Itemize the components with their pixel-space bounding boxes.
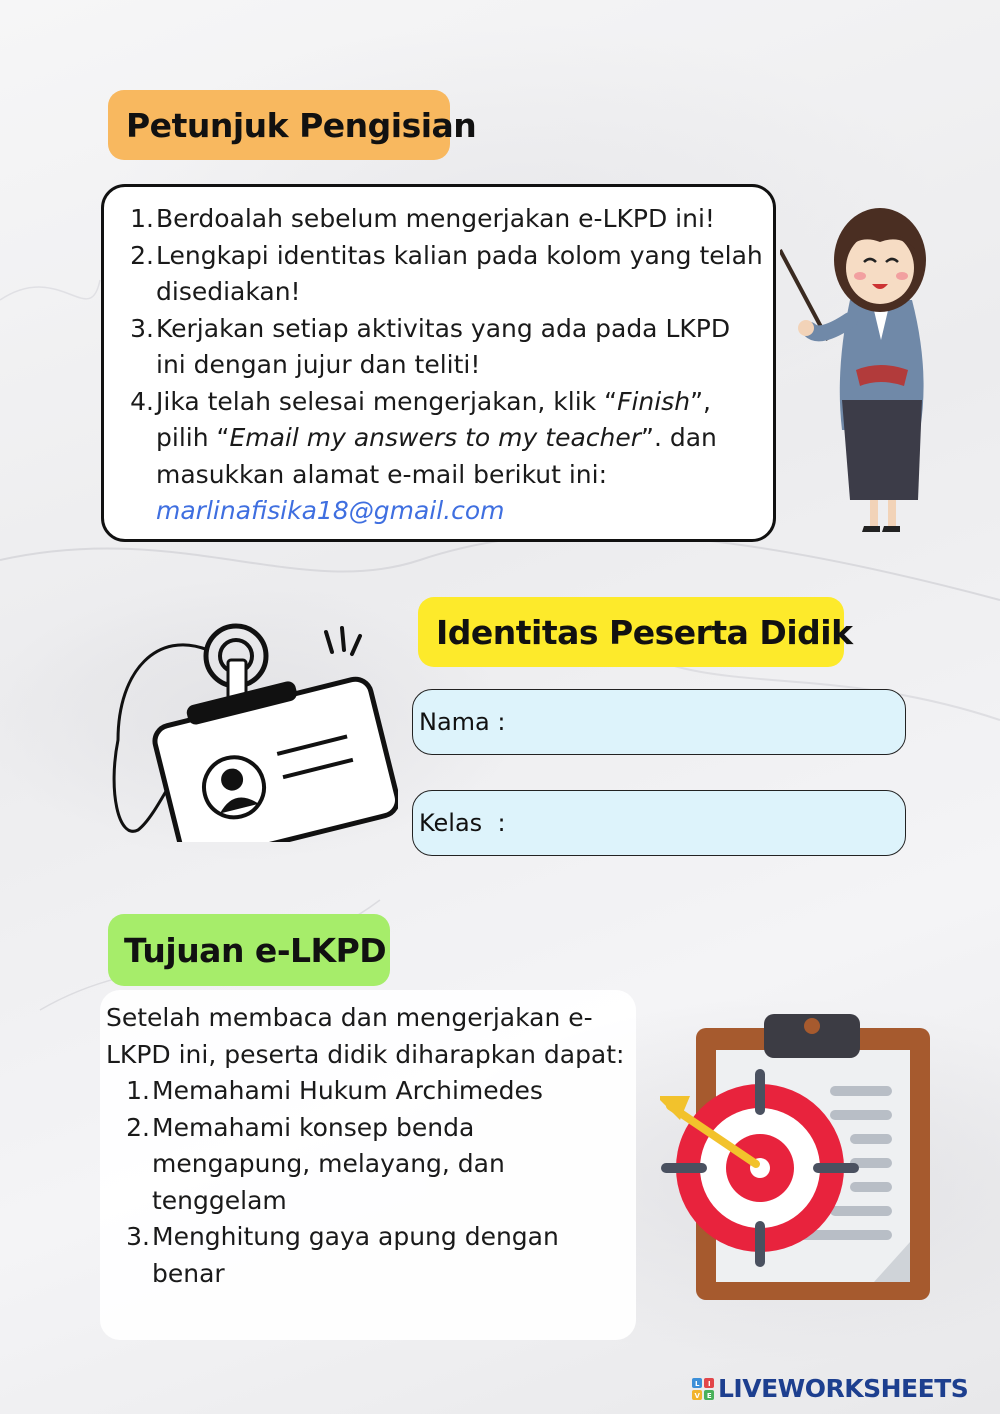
logo-letter-l: L [695,1379,699,1388]
kelas-input[interactable] [513,791,905,855]
list-item [124,238,763,311]
list-text: Kerjakan setiap aktivitas yang ada pada LKPD ini dengan jujur dan teliti! [156,313,731,379]
kelas-field[interactable] [412,790,906,856]
instructions-box [101,184,776,542]
list-text: Lengkapi identitas kalian pada kolom yang telah disediakan! [156,240,763,306]
list-item [120,1219,626,1292]
list-item [120,1073,626,1110]
list-number: 4. [130,386,154,416]
list-number: 2. [126,1112,150,1142]
list-number: 1. [126,1076,150,1105]
list-item [124,201,763,238]
list-item [124,311,763,384]
footer-brand: LIVEWORKSHEETS [718,1374,969,1403]
list-item [120,1110,626,1220]
list-text-part: Jika telah selesai mengerjakan, klik “ [156,386,618,416]
goals-intro: Setelah membaca dan mengerjakan e-LKPD ini, peserta didik diharapkan dapat: [106,1003,625,1069]
list-text: Memahami konsep benda mengapung, melayang, dan tenggelam [152,1112,505,1215]
nama-field[interactable] [412,689,906,755]
teacher-illustration [780,190,950,540]
identitas-title: Identitas Peserta Didik [436,612,853,652]
list-text: Menghitung gaya apung dengan benar [152,1222,559,1288]
list-text [156,384,763,530]
instructions-list [124,201,763,530]
tujuan-heading [108,914,390,986]
tujuan-title: Tujuan e-LKPD [124,930,387,970]
list-text: Berdoalah sebelum mengerjakan e-LKPD ini! [156,204,715,233]
logo-letter-e: E [706,1391,712,1400]
list-text-part: ”, pilih “ [156,386,711,452]
email-option-label: Email my answers to my teacher [229,423,642,452]
list-number: 2. [130,240,154,270]
nama-input[interactable] [513,690,905,754]
petunjuk-heading [108,90,477,160]
clipboard-target-illustration [660,1010,932,1302]
list-text-part: ”. dan masukkan alamat e-mail berikut ini: [156,423,717,489]
logo-letter-v: V [694,1391,700,1400]
petunjuk-title: Petunjuk Pengisian [126,105,477,145]
liveworksheets-logo-icon [692,1378,714,1400]
finish-label: Finish [617,386,691,416]
list-number: 3. [130,313,154,343]
id-card-illustration [98,610,398,842]
kelas-label: Kelas : [419,809,514,837]
list-number: 3. [126,1222,150,1251]
goals-list [120,1073,626,1292]
liveworksheets-footer[interactable] [692,1374,968,1403]
goals-box [100,990,636,1340]
nama-label: Nama : [419,708,514,736]
list-item [124,384,763,530]
teacher-email: marlinafisika18@gmail.com [156,496,505,525]
list-number: 1. [130,204,154,233]
list-text: Memahami Hukum Archimedes [152,1076,543,1105]
identitas-heading [418,597,853,667]
logo-letter-i: I [707,1379,711,1388]
